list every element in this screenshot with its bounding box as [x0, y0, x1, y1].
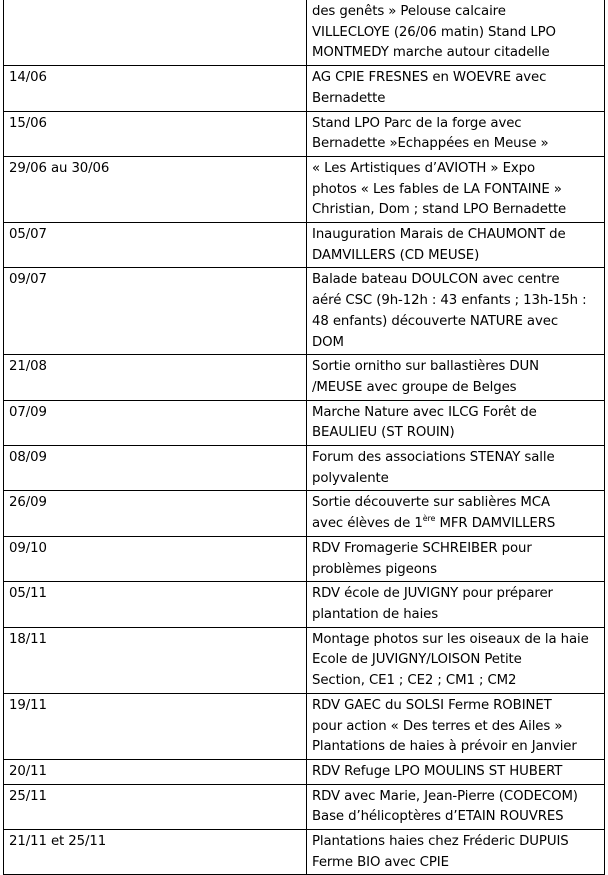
date-cell [4, 0, 307, 66]
description-line: des genêts » Pelouse calcaire [312, 4, 506, 19]
description-cell [307, 784, 605, 829]
date-cell: 25/11 [4, 784, 307, 829]
date-cell: 18/11 [4, 627, 307, 693]
description-line: AG CPIE FRESNES en WOEVRE avec [312, 70, 547, 86]
date-cell: 05/11 [4, 582, 307, 627]
description-line: Sortie ornitho sur ballastières DUN [312, 359, 539, 375]
description-line: plantation de haies [312, 606, 439, 622]
description-line: BEAULIEU (ST ROUIN) [312, 425, 455, 441]
date-cell: 15/06 [4, 111, 307, 156]
description-cell [307, 268, 605, 355]
description-line: 48 enfants) découverte NATURE avec [312, 313, 559, 329]
date-cell: 14/06 [4, 66, 307, 111]
description-line: photos « Les fables de LA FONTAINE » [312, 181, 562, 197]
table-row [4, 536, 605, 581]
description-cell [307, 759, 605, 784]
description-line: Stand LPO Parc de la forge avec [312, 115, 522, 131]
date-cell: 21/11 et 25/11 [4, 830, 307, 875]
description-line: problèmes pigeons [312, 561, 437, 577]
description-line: Ferme BIO avec CPIE [312, 854, 449, 870]
table-row [4, 355, 605, 400]
description-line: Ecole de JUVIGNY/LOISON Petite [312, 652, 522, 668]
table-row [4, 268, 605, 355]
description-line: RDV Fromagerie SCHREIBER pour [312, 540, 532, 556]
description-line: Bernadette [312, 90, 386, 106]
description-line: Christian, Dom ; stand LPO Bernadette [312, 202, 567, 218]
table-row [4, 627, 605, 693]
description-cell [307, 627, 605, 693]
description-line: Montage photos sur les oiseaux de la haie [312, 631, 589, 647]
description-line: Bernadette »Echappées en Meuse » [312, 136, 549, 152]
description-line: VILLECLOYE (26/06 matin) Stand LPO [312, 24, 556, 40]
description-line: polyvalente [312, 470, 389, 486]
description-line: DOM [312, 334, 344, 350]
date-cell: 09/10 [4, 536, 307, 581]
table-row [4, 491, 605, 536]
description-cell [307, 156, 605, 222]
table-row [4, 66, 605, 111]
superscript: ère [422, 514, 436, 524]
description-line: Base d’hélicoptères d’ETAIN ROUVRES [312, 809, 564, 825]
date-cell: 29/06 au 30/06 [4, 156, 307, 222]
description-line: Plantations de haies à prévoir en Janvier [312, 739, 577, 755]
description-line: Marche Nature avec ILCG Forêt de [312, 404, 537, 420]
description-cell [307, 66, 605, 111]
description-cell [307, 536, 605, 581]
date-cell: 08/09 [4, 446, 307, 491]
description-line: pour action « Des terres et des Ailes » [312, 718, 563, 734]
table-row [4, 400, 605, 445]
description-cell [307, 446, 605, 491]
description-cell [307, 693, 605, 759]
description-cell [307, 355, 605, 400]
description-line: MONTMEDY marche autour citadelle [312, 45, 550, 61]
date-cell: 26/09 [4, 491, 307, 536]
events-table-body [4, 0, 605, 875]
table-row [4, 446, 605, 491]
date-cell: 21/08 [4, 355, 307, 400]
description-cell [307, 0, 605, 66]
table-row [4, 223, 605, 268]
description-line: Plantations haies chez Fréderic DUPUIS [312, 834, 569, 850]
description-cell [307, 491, 605, 536]
description-cell [307, 111, 605, 156]
table-row [4, 759, 605, 784]
description-line: RDV Refuge LPO MOULINS ST HUBERT [312, 763, 563, 779]
table-row [4, 111, 605, 156]
description-cell [307, 400, 605, 445]
description-line: Sortie découverte sur sablières MCA [312, 495, 550, 511]
description-cell [307, 582, 605, 627]
description-line [312, 514, 600, 535]
table-row [4, 582, 605, 627]
description-line: Balade bateau DOULCON avec centre [312, 272, 560, 288]
description-line: aéré CSC (9h-12h : 43 enfants ; 13h-15h : [312, 293, 587, 309]
date-cell: 09/07 [4, 268, 307, 355]
date-cell: 07/09 [4, 400, 307, 445]
table-row [4, 784, 605, 829]
description-cell [307, 223, 605, 268]
events-table [3, 0, 605, 875]
table-row [4, 830, 605, 875]
description-line: « Les Artistiques d’AVIOTH » Expo [312, 160, 536, 176]
description-cell [307, 830, 605, 875]
date-cell: 05/07 [4, 223, 307, 268]
table-row [4, 0, 605, 66]
description-line: DAMVILLERS (CD MEUSE) [312, 247, 480, 263]
description-line: Section, CE1 ; CE2 ; CM1 ; CM2 [312, 673, 517, 689]
line-text: MFR DAMVILLERS [435, 516, 556, 532]
line-text: avec élèves de 1 [312, 516, 423, 532]
table-row [4, 693, 605, 759]
description-line: RDV GAEC du SOLSI Ferme ROBINET [312, 697, 552, 713]
table-row [4, 156, 605, 222]
date-cell: 20/11 [4, 759, 307, 784]
description-line: RDV école de JUVIGNY pour préparer [312, 586, 553, 602]
description-line: Inauguration Marais de CHAUMONT de [312, 227, 566, 243]
description-line: /MEUSE avec groupe de Belges [312, 379, 517, 395]
description-line: Forum des associations STENAY salle [312, 450, 555, 466]
description-line: RDV avec Marie, Jean-Pierre (CODECOM) [312, 788, 578, 804]
date-cell: 19/11 [4, 693, 307, 759]
